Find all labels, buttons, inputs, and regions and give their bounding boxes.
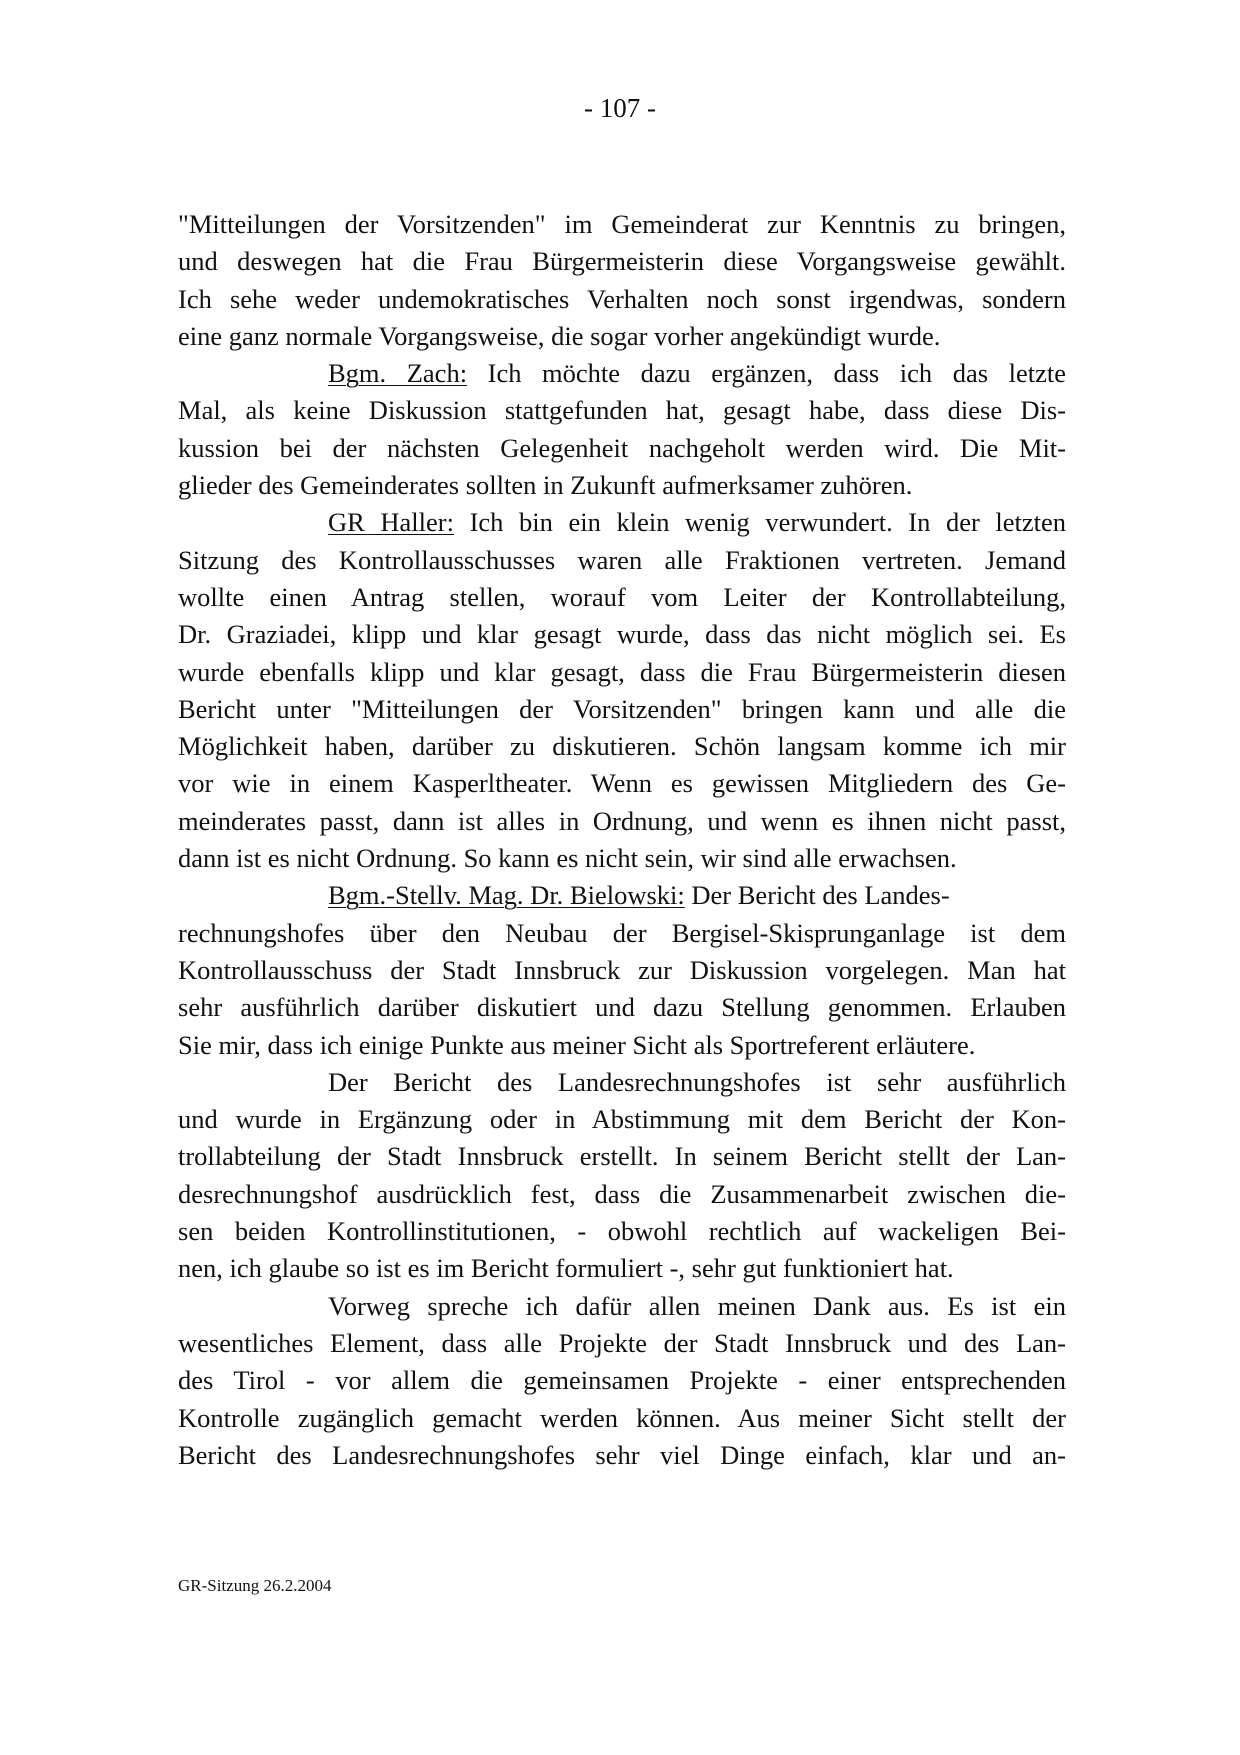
text-line: wurde ebenfalls klipp und klar gesagt, dass die Frau Bürgermeisterin diesen xyxy=(178,656,1066,687)
text-line: sen beiden Kontrollinstitutionen, - obwohl rechtlich auf wackeligen Bei- xyxy=(178,1216,1066,1247)
text-line: Bericht unter "Mitteilungen der Vorsitzenden" bringen kann und alle die xyxy=(178,693,1066,724)
text-line: desrechnungshof ausdrücklich fest, dass die Zusammenarbeit zwischen die- xyxy=(178,1178,1066,1209)
text-line: und wurde in Ergänzung oder in Abstimmung mit dem Bericht der Kon- xyxy=(178,1104,1066,1135)
text-line: Sie mir, dass ich einige Punkte aus meiner Sicht als Sportreferent erläutere. xyxy=(178,1029,976,1060)
footer: GR-Sitzung 26.2.2004 xyxy=(178,1576,332,1595)
paragraph xyxy=(178,1064,1066,1288)
speaker-text: Ich möchte dazu ergänzen, dass ich das letzte xyxy=(487,358,1066,389)
text-line: Kontrollausschuss der Stadt Innsbruck zur Diskussion vorgelegen. Man hat xyxy=(178,954,1066,985)
text-line: Bericht des Landesrechnungshofes sehr viel Dinge einfach, klar und an- xyxy=(178,1439,1066,1470)
speaker-name: GR Haller: xyxy=(328,507,454,538)
speaker-line xyxy=(178,355,1066,392)
text-line: glieder des Gemeinderates sollten in Zukunft aufmerksamer zuhören. xyxy=(178,470,913,501)
document-body xyxy=(178,206,1066,1474)
text-line: Dr. Graziadei, klipp und klar gesagt wurde, dass das nicht möglich sei. Es xyxy=(178,619,1066,650)
page-number: - 107 - xyxy=(584,93,656,123)
paragraph xyxy=(178,877,1066,1063)
text-line: eine ganz normale Vorgangsweise, die sogar vorher angekündigt wurde. xyxy=(178,320,941,351)
text-line: dann ist es nicht Ordnung. So kann es nicht sein, wir sind alle erwachsen. xyxy=(178,843,957,874)
text-line: Der Bericht des Landesrechnungshofes ist sehr ausführlich xyxy=(328,1066,1066,1097)
text-line: trollabteilung der Stadt Innsbruck erstellt. In seinem Bericht stellt der Lan- xyxy=(178,1141,1066,1172)
text-line: sehr ausführlich darüber diskutiert und dazu Stellung genommen. Erlauben xyxy=(178,992,1066,1023)
text-line: Sitzung des Kontrollausschusses waren alle Fraktionen vertreten. Jemand xyxy=(178,544,1066,575)
text-line: vor wie in einem Kasperltheater. Wenn es gewissen Mitgliedern des Ge- xyxy=(178,768,1066,799)
speaker-line xyxy=(178,877,1066,914)
speaker-text: Ich bin ein klein wenig verwundert. In der letzten xyxy=(469,507,1067,538)
text-line: und deswegen hat die Frau Bürgermeisterin diese Vorgangsweise gewählt. xyxy=(178,246,1066,277)
text-line: meinderates passt, dann ist alles in Ordnung, und wenn es ihnen nicht passt, xyxy=(178,805,1066,836)
text-line: nen, ich glaube so ist es im Bericht formuliert -, sehr gut funktioniert hat. xyxy=(178,1253,954,1284)
paragraph xyxy=(178,206,1066,355)
paragraph xyxy=(178,504,1066,877)
speaker-line xyxy=(178,504,1066,541)
text-line: rechnungshofes über den Neubau der Bergisel-Skisprunganlage ist dem xyxy=(178,917,1066,948)
text-line: kussion bei der nächsten Gelegenheit nachgeholt werden wird. Die Mit- xyxy=(178,432,1066,463)
text-line: Möglichkeit haben, darüber zu diskutieren. Schön langsam komme ich mir xyxy=(178,731,1066,762)
speaker-name: Bgm. Zach: xyxy=(328,358,468,389)
speaker-name: Bgm.-Stellv. Mag. Dr. Bielowski: xyxy=(328,880,685,911)
speaker-text: Der Bericht des Landes- xyxy=(691,880,950,911)
text-line: wollte einen Antrag stellen, worauf vom Leiter der Kontrollabteilung, xyxy=(178,581,1066,612)
text-line: Mal, als keine Diskussion stattgefunden hat, gesagt habe, dass diese Dis- xyxy=(178,395,1066,426)
text-line: Ich sehe weder undemokratisches Verhalten noch sonst irgendwas, sondern xyxy=(178,283,1066,314)
text-line: des Tirol - vor allem die gemeinsamen Projekte - einer entsprechenden xyxy=(178,1365,1066,1396)
text-line: Kontrolle zugänglich gemacht werden können. Aus meiner Sicht stellt der xyxy=(178,1402,1066,1433)
paragraph xyxy=(178,1288,1066,1474)
text-line: "Mitteilungen der Vorsitzenden" im Gemeinderat zur Kenntnis zu bringen, xyxy=(178,209,1066,239)
text-line: Vorweg spreche ich dafür allen meinen Dank aus. Es ist ein xyxy=(328,1290,1066,1321)
text-line: wesentliches Element, dass alle Projekte der Stadt Innsbruck und des Lan- xyxy=(178,1327,1066,1358)
paragraph xyxy=(178,355,1066,504)
